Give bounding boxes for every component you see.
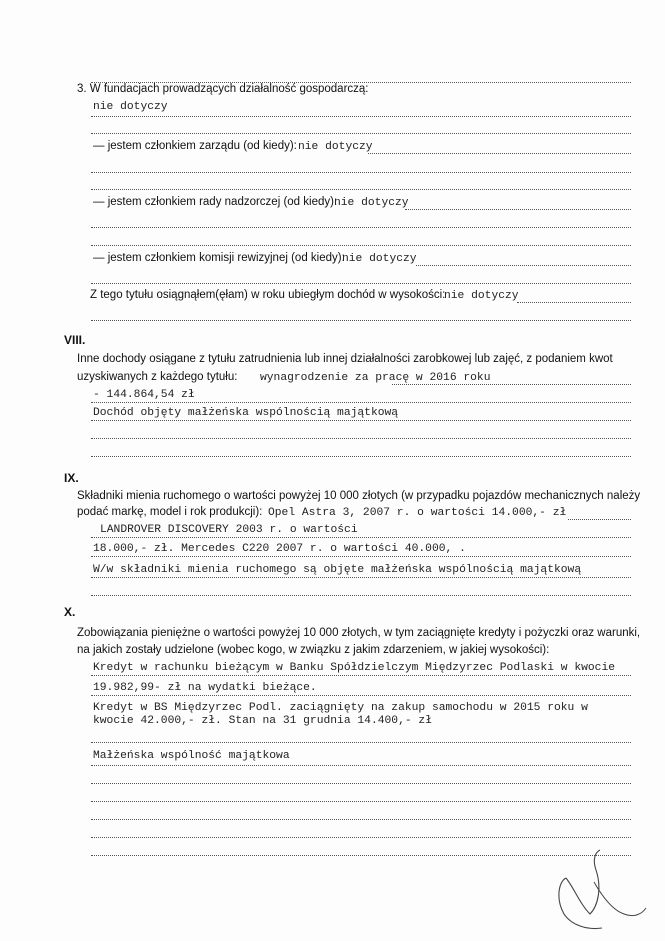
dotted-line [91,855,631,856]
dotted-line [91,537,631,538]
dotted-line [91,133,631,134]
section-ix-value-4: W/w składniki mienia ruchomego są objęte małżeńska wspólnością majątkową [93,564,582,576]
dotted-line [91,438,631,439]
section-3-answer: nie dotyczy [93,101,168,113]
dochod-value: nie dotyczy [444,290,519,302]
dotted-line [91,577,631,578]
dotted-line [416,265,631,266]
dotted-line [517,302,631,303]
section-ix-value-2: LANDROVER DISCOVERY 2003 r. o wartości [100,524,358,536]
section-x-value-4: kwocie 42.000,- zł. Stan na 31 grudnia 14.400,- zł [93,715,432,727]
dotted-line [91,172,631,173]
dotted-line [91,556,631,557]
zarzad-label: — jestem członkiem zarządu (od kiedy): [93,140,297,152]
section-viii-value-1: wynagrodzenie za pracę w 2016 roku [260,372,491,384]
section-3-heading: 3. W fundacjach prowadzących działalność gospodarczą: [77,83,369,95]
section-viii-value-2: - 144.864,54 zł [93,389,195,401]
rada-value: nie dotyczy [334,197,409,209]
dotted-line [91,402,631,403]
section-viii-text-1: Inne dochody osiągane z tytułu zatrudnienia lub innej działalności zarobkowej lub zajęć, z podaniem kwot [77,353,613,365]
section-x-number: X. [64,605,76,619]
dotted-line [91,245,631,246]
dotted-line [91,675,631,676]
rada-label: — jestem członkiem rady nadzorczej (od kiedy): [93,196,338,208]
dochod-label: Z tego tytułu osiągnąłem(ęłam) w roku ubiegłym dochód w wysokości: [90,289,446,301]
section-viii-value-3: Dochód objęty małżeńska wspólnością majątkową [93,407,399,419]
dotted-line [91,320,631,321]
section-x-value-2: 19.982,99- zł na wydatki bieżące. [93,682,317,694]
dotted-line [91,456,631,457]
dotted-line [91,801,631,802]
dotted-line [91,227,631,228]
komisja-value: nie dotyczy [342,253,417,265]
section-x-text-2: na jakich zostały udzielone (wobec kogo, w związku z jakim zdarzeniem, w jakiej wysokości): [77,644,550,656]
dotted-line [91,283,631,284]
section-x-value-1: Kredyt w rachunku bieżącym w Banku Spółdzielczym Międzyrzec Podlaski w kwocie [93,662,616,674]
komisja-label: — jestem członkiem komisji rewizyjnej (od kiedy): [93,252,345,264]
dotted-line [91,595,631,596]
dotted-line [568,519,631,520]
dotted-line [91,765,631,766]
section-ix-value-1: Opel Astra 3, 2007 r. o wartości 14.000,- zł [268,507,567,519]
handwritten-initials [552,848,652,933]
section-x-text-1: Zobowiązania pieniężne o wartości powyżej 10 000 złotych, w tym zaciągnięte kredyty i pożyczki oraz warunki, [77,627,641,639]
dotted-line [91,819,631,820]
dotted-line [368,153,631,154]
dotted-line [405,209,631,210]
dotted-line [91,189,631,190]
section-viii-text-2: uzyskiwanych z każdego tytułu: [77,371,238,383]
dotted-line [91,695,631,696]
section-x-value-5: Małżeńska wspólność majątkowa [93,750,290,762]
dotted-line [91,837,631,838]
dotted-line [91,420,631,421]
section-ix-value-3: 18.000,- zł. Mercedes C220 2007 r. o wartości 40.000, . [93,543,466,555]
dotted-line [91,116,631,117]
zarzad-value: nie dotyczy [298,141,373,153]
dotted-line [91,783,631,784]
section-x-value-3: Kredyt w BS Międzyrzec Podl. zaciągnięty na zakup samochodu w 2015 roku w [93,702,588,714]
section-ix-text-1: Składniki mienia ruchomego o wartości powyżej 10 000 złotych (w przypadku pojazdów mechanicznych należy [77,490,641,502]
section-ix-number: IX. [64,471,79,485]
section-ix-text-2: podać markę, model i rok produkcji): [77,506,263,518]
dotted-line [91,742,631,743]
section-viii-number: VIII. [64,333,86,347]
